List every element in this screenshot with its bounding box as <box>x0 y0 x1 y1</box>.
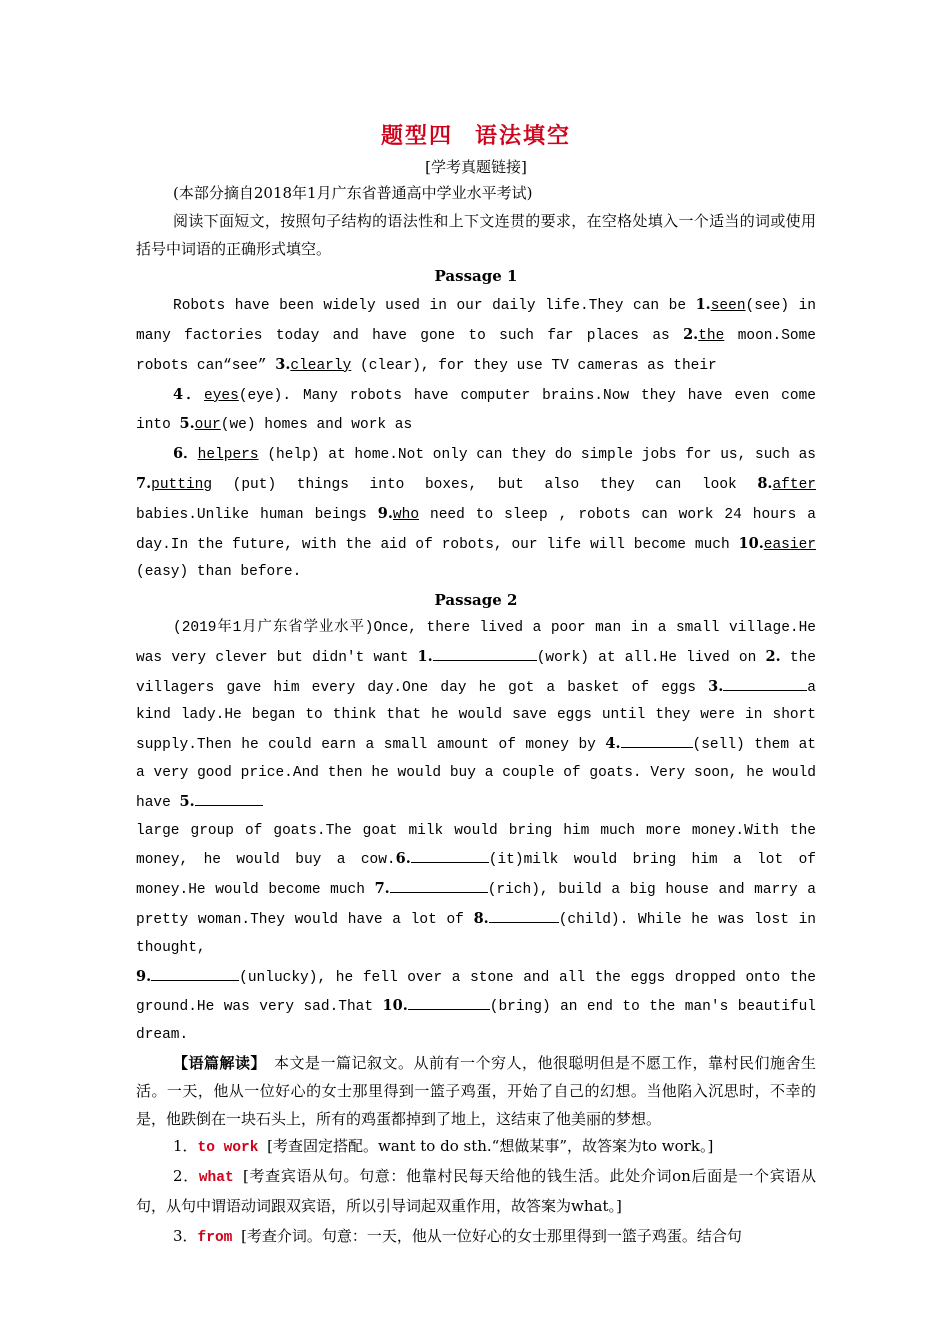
answer-3: 3．from [考查介词。句意：一天，他从一位好心的女士那里得到一篮子鸡蛋。结合句 <box>173 1226 742 1246</box>
source-note: (本部分摘自2018年1月广东省普通高中学业水平考试) <box>173 184 533 202</box>
page-title <box>136 118 816 154</box>
blank-8 <box>489 905 559 923</box>
passage-2-para-a: (2019年1月广东省学业水平)Once, there lived a poor man in a small village.He was very clever but didn't want 1. (work) at all.He lived on 2. the villagers gave him every day.One day he got a basket of eggs 3. a kind lady.He began to think that he would save eggs until they were in short supply.Then he could earn a small amount of money by 4. (sell) them at a very good price.And then he would buy a couple of goats. Very soon, he would have 5. <box>136 619 816 811</box>
instructions: 阅读下面短文，按照句子结构的语法性和上下文连贯的要求，在空格处填入一个适当的词或使用括号中词语的正确形式填空。 <box>136 211 816 258</box>
blank-4 <box>621 730 693 748</box>
blank-6 <box>411 845 489 863</box>
title-part-b: 语法填空 <box>475 123 572 149</box>
blank-7 <box>390 875 488 893</box>
passage-1-heading: Passage 1 <box>434 267 518 286</box>
blank-3 <box>723 673 807 691</box>
passage-1-para-b: 4．eyes(eye). Many robots have computer brains.Now they have even come into 5.our(we) homes and work as <box>136 385 816 434</box>
passage-1-para-a: Robots have been widely used in our daily life.They can be 1.seen(see) in many factories today and have gone to such far places as 2.the moon.Some robots can“see” 3.clearly (clear), for they use TV cameras as their <box>136 296 817 374</box>
document-page <box>136 118 816 1252</box>
passage-1-para-c: 6．helpers (help) at home.Not only can they do simple jobs for us, such as 7.putting (put) things into boxes, but also they can look 8.after babies.Unlike human beings 9.who need to sleep , robots can work 24 hours a day.In the future, with the aid of robots, our life will become much 10.easier (easy) than before. <box>136 445 816 581</box>
passage-2-para-c: 9. (unlucky), he fell over a stone and all the eggs dropped onto the ground.He was very sad.That 10. (bring) an end to the man's beautiful dream. <box>136 963 816 1050</box>
blank-10 <box>408 992 490 1010</box>
blank-5 <box>195 788 263 806</box>
answer-1: 1．to work [考查固定搭配。want to do sth.“想做某事”，故答案为to work。] <box>173 1137 714 1157</box>
blank-9 <box>151 963 239 981</box>
answer-2: 2．what [考查宾语从句。句意：他靠村民每天给他的钱生活。此处介词on后面是一个宾语从句，从句中谓语动词跟双宾语，所以引导词起双重作用，故答案为what。] <box>136 1167 817 1215</box>
passage-2-para-b: large group of goats.The goat milk would bring him much more money.With the money, he would buy a cow.6. (it)milk would bring him a lot of money.He would become much 7. (rich), build a big house and marry a pretty woman.They would have a lot of 8. (child). While he was lost in thought, <box>136 822 817 956</box>
subtitle: [学考真题链接] <box>425 158 527 176</box>
title-part-a: 题型四 <box>380 123 453 149</box>
analysis: 【语篇解读】 本文是一篇记叙文。从前有一个穷人，他很聪明但是不愿工作，靠村民们施舍生活。一天，他从一位好心的女士那里得到一篮子鸡蛋，开始了自己的幻想。当他陷入沉思时，不幸的是，他跌倒在一块石头上，所有的鸡蛋都掉到了地上，这结束了他美丽的梦想。 <box>136 1053 816 1128</box>
blank-1 <box>433 643 537 661</box>
passage-2-heading: Passage 2 <box>434 591 518 610</box>
